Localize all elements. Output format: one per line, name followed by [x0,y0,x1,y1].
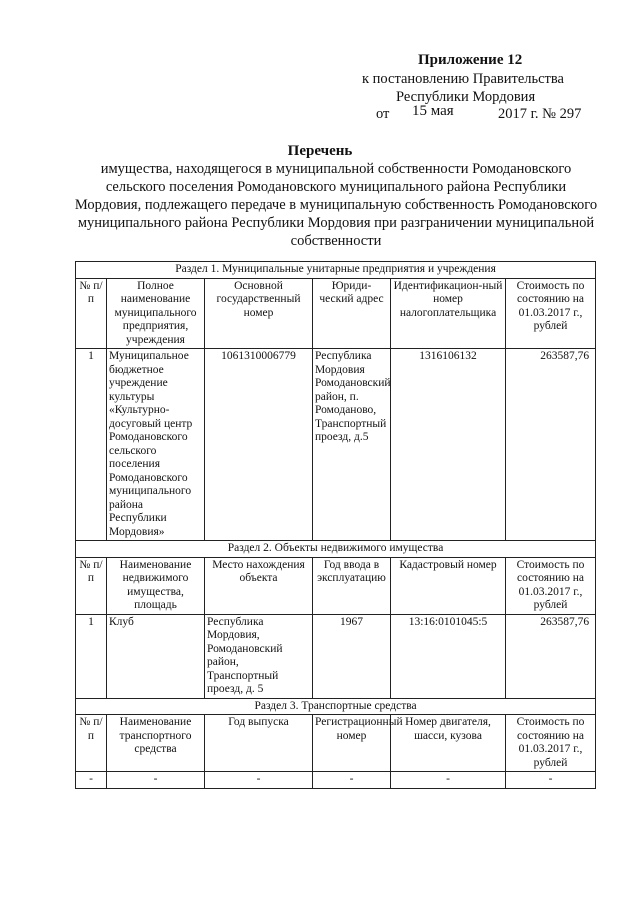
table-header: Наименование транспортного средства [107,715,205,772]
table-cell: 1061310006779 [205,349,313,541]
appendix-republic: Республики Мордовия [396,89,536,105]
table-row [76,349,596,541]
date-prefix: от [376,106,390,122]
section-1-title: Раздел 1. Муниципальные унитарные предприятия и учреждения [76,262,596,279]
property-table [75,261,596,789]
table-cell: Республика Мордовия, Ромодановский район, Транспортный проезд, д. 5 [205,614,313,698]
table-cell: - [76,772,107,789]
table-header: Кадастровый номер [391,557,506,614]
date-year: 2017 г. № 297 [498,106,582,122]
table-header: Основной государственный номер [205,278,313,349]
table-cell: - [205,772,313,789]
appendix-reference: к постановлению Правительства [362,71,564,87]
section-2-title: Раздел 2. Объекты недвижимого имущества [76,541,596,558]
table-header: Номер двигателя, шасси, кузова [391,715,506,772]
document-title: Перечень [287,143,353,159]
table-cell: Клуб [107,614,205,698]
table-header: Год выпуска [205,715,313,772]
document-subtitle: имущества, находящегося в муниципальной собственности Ромодановского сельского поселения Ромодановского муниципального района Республики Мордовия, подлежащего передаче в муниципальную собственность Ромодановского муниципального района Республики Мордовия при разграничении муниципальной собственности [74,161,598,249]
table-header: Идентификацион-ный номер налогоплательщика [391,278,506,349]
table-header: № п/п [76,278,107,349]
section-2-header-row [76,557,596,614]
table-header: Наименование недвижимого имущества, площадь [107,557,205,614]
date-day: 15 мая [412,103,454,119]
table-cell: 13:16:0101045:5 [391,614,506,698]
table-header: Стоимость по состоянию на 01.03.2017 г., рублей [506,557,596,614]
table-cell: Республика Мордовия Ромодановский район, п. Ромоданово, Транспортный проезд, д.5 [313,349,391,541]
table-header: Регистрационный номер [313,715,391,772]
section-3-title: Раздел 3. Транспортные средства [76,698,596,715]
table-cell: 1967 [313,614,391,698]
table-cell: - [391,772,506,789]
table-header: Стоимость по состоянию на 01.03.2017 г., рублей [506,715,596,772]
table-header: Юриди-ческий адрес [313,278,391,349]
table-header: № п/п [76,715,107,772]
table-header: Стоимость по состоянию на 01.03.2017 г., рублей [506,278,596,349]
table-cell: 1 [76,349,107,541]
section-1-header-row [76,278,596,349]
table-cell: - [107,772,205,789]
table-cell: 263587,76 [506,349,596,541]
table-cell: - [506,772,596,789]
table-header: Год ввода в эксплуатацию [313,557,391,614]
table-row [76,772,596,789]
table-header: № п/п [76,557,107,614]
section-3-header-row [76,715,596,772]
table-cell: 263587,76 [506,614,596,698]
appendix-title: Приложение 12 [418,52,523,68]
table-cell: 1316106132 [391,349,506,541]
table-header: Место нахождения объекта [205,557,313,614]
table-row [76,614,596,698]
table-cell: - [313,772,391,789]
table-cell: Муниципальное бюджетное учреждение культуры «Культурно-досуговый центр Ромодановского сельского поселения Ромодановского муниципального района Республики Мордовия» [107,349,205,541]
table-cell: 1 [76,614,107,698]
table-header: Полное наименование муниципального предприятия, учреждения [107,278,205,349]
